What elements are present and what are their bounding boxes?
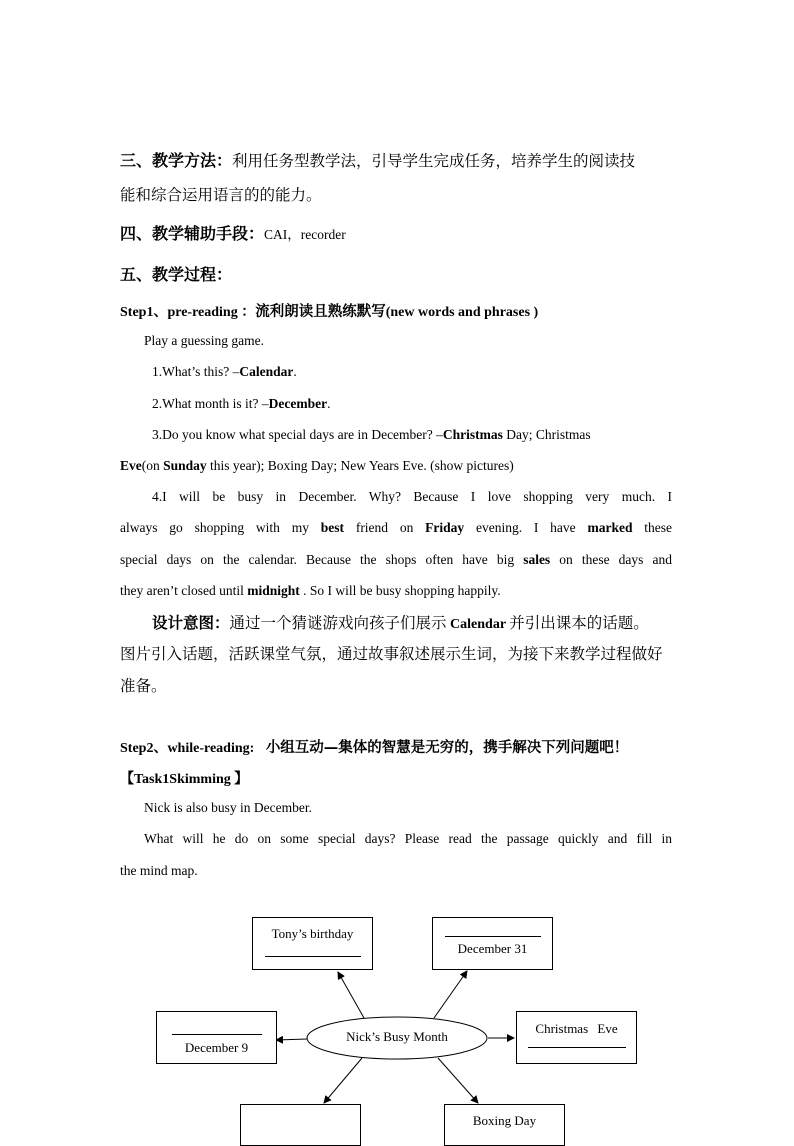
q4-line2-f: marked — [587, 520, 633, 535]
q4-line2-d: Friday — [425, 520, 465, 535]
dec9-blank[interactable] — [172, 1012, 262, 1035]
arrow-to-bottom-left — [324, 1058, 362, 1103]
design-label: 设计意图： — [152, 614, 230, 632]
q2-text: 2.What month is it? – — [152, 396, 269, 411]
q3-line1-b: Christmas — [442, 427, 503, 442]
box-christmas-eve — [516, 1011, 637, 1064]
section3-text-line1: 利用任务型教学法，引导学生完成任务，培养学生的阅读技 — [232, 152, 636, 170]
q3-line2-a: Eve — [120, 458, 142, 473]
arrow-to-boxing — [438, 1058, 478, 1103]
tony-blank[interactable] — [265, 942, 361, 957]
step1-task-zh: 流利朗读且熟练默写 — [255, 304, 386, 320]
box-tony-birthday — [252, 917, 373, 970]
section4-text: CAI，recorder — [264, 227, 346, 242]
step1-intro: Play a guessing game. — [144, 333, 264, 348]
box-boxing-day — [444, 1104, 565, 1146]
step2-line1: Nick is also busy in December. — [144, 800, 312, 815]
box-december-9 — [156, 1011, 277, 1064]
q1-end: . — [293, 364, 297, 379]
q4-line2-a: always go shopping with my — [120, 520, 321, 535]
q2-end: . — [327, 396, 331, 411]
dec9-label: December 9 — [184, 1040, 249, 1055]
arrow-to-dec9 — [276, 1039, 307, 1040]
q1-text: 1.What’s this? – — [152, 364, 240, 379]
design-line1-a: 通过一个猜谜游戏向孩子们展示 — [229, 614, 447, 632]
boxing-label: Boxing Day — [472, 1113, 537, 1128]
section3-heading: 三、教学方法： — [120, 151, 233, 170]
christmas-blank[interactable] — [528, 1037, 626, 1048]
design-line1-c: 并引出课本的话题。 — [509, 614, 649, 632]
q4-line2-b: best — [320, 520, 345, 535]
step1-q4-line1: 4.I will be busy in December. Why? Because I love shopping very much. I — [152, 489, 672, 504]
step2-title: 小组互动—集体的智慧是无穷的，携手解决下列问题吧！ — [265, 740, 629, 756]
q3-line1-c: Day; Christmas — [502, 427, 591, 442]
dec31-label: December 31 — [457, 941, 528, 956]
step2-label: Step2、while-reading: — [120, 741, 258, 756]
box-december-31 — [432, 917, 553, 970]
q1-answer: Calendar — [239, 364, 294, 379]
q4-line4-b: midnight — [247, 583, 300, 598]
step1-label: Step1、pre-reading ： — [120, 305, 256, 320]
q4-line2-c: friend on — [344, 520, 426, 535]
q2-answer: December — [268, 396, 328, 411]
q4-line4-a: they aren’t closed until — [120, 583, 248, 598]
dec31-blank[interactable] — [445, 918, 541, 937]
arrow-to-tony — [338, 972, 364, 1018]
arrow-to-dec31 — [434, 971, 467, 1018]
box-bottom-left — [240, 1104, 361, 1146]
step2-line3: the mind map. — [120, 863, 198, 878]
q4-line3-a: special days on the calendar. Because the shops often have big — [120, 552, 524, 567]
section3-text-line2: 能和综合运用语言的的能力。 — [120, 186, 322, 204]
step1-task-en: (new words and phrases ) — [385, 305, 539, 320]
q4-line2-g: these — [632, 520, 672, 535]
tony-label: Tony’s birthday — [271, 926, 354, 941]
design-line2: 图片引入话题，活跃课堂气氛，通过故事叙述展示生词，为接下来教学过程做好 — [120, 645, 663, 663]
q3-line1-a: 3.Do you know what special days are in December? – — [152, 427, 443, 442]
q3-line2-c: Sunday — [163, 458, 207, 473]
christmas-label: Christmas Eve — [535, 1021, 618, 1036]
q4-line3-b: sales — [523, 552, 551, 567]
mind-map-center-label: Nick’s Busy Month — [346, 1029, 448, 1044]
design-line3: 准备。 — [120, 677, 167, 695]
section4-heading: 四、教学辅助手段： — [120, 224, 265, 243]
q4-line4-c: . So I will be busy shopping happily. — [299, 583, 501, 598]
section5-heading: 五、教学过程： — [120, 265, 233, 284]
q3-line2-b: (on — [141, 458, 164, 473]
q3-line2-d: this year); Boxing Day; New Years Eve. (show pictures) — [206, 458, 514, 473]
step2-line2: What will he do on some special days? Please read the passage quickly and fill in — [144, 831, 672, 846]
task1-label: 【Task1Skimming 】 — [120, 772, 249, 787]
q4-line3-c: on these days and — [550, 552, 672, 567]
q4-line2-e: evening. I have — [464, 520, 588, 535]
design-line1-b: Calendar — [446, 617, 510, 632]
